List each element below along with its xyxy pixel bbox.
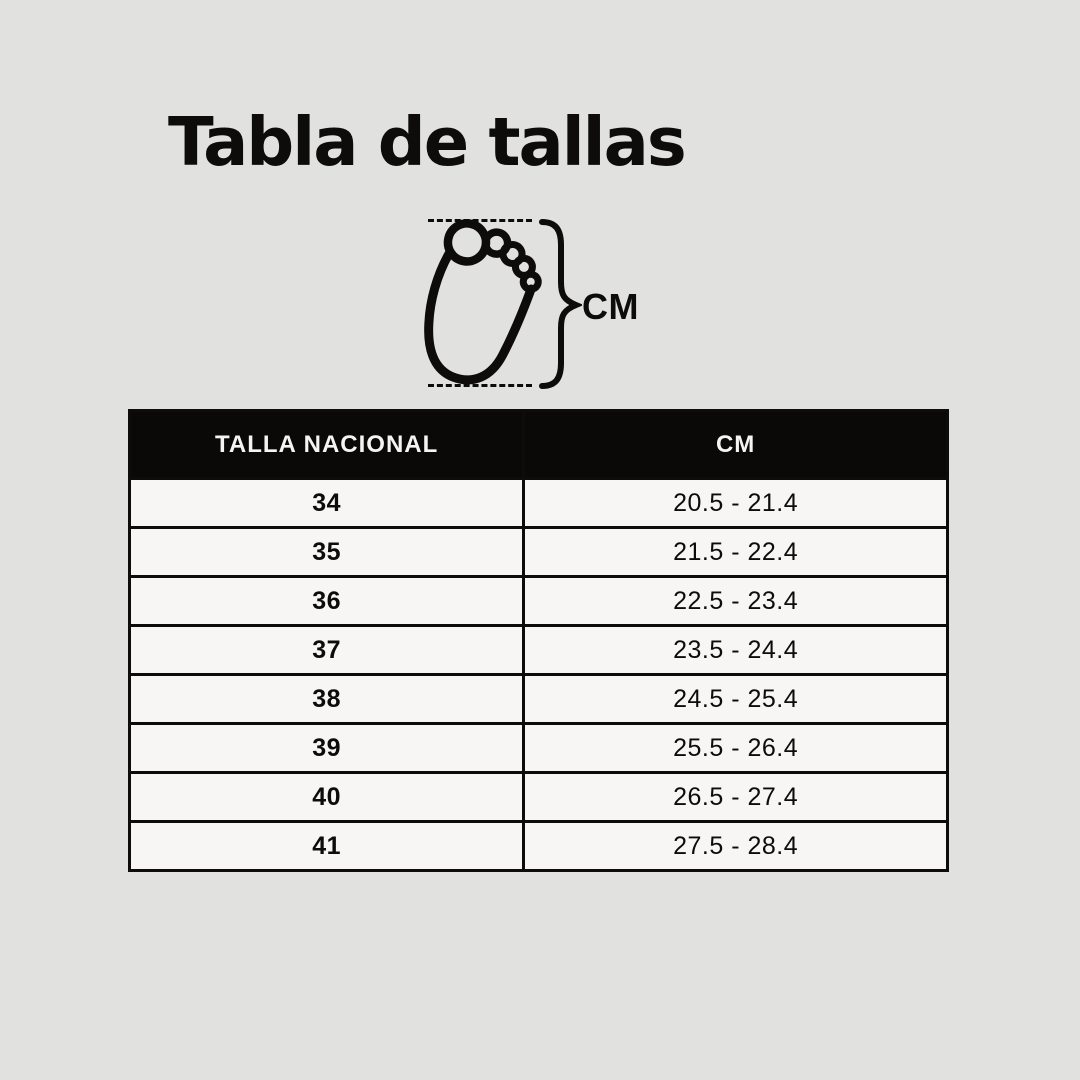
table-row bbox=[130, 479, 948, 528]
size-cell: 36 bbox=[130, 577, 524, 626]
cm-range-cell: 27.5 - 28.4 bbox=[524, 822, 948, 871]
table-header-row bbox=[130, 411, 948, 479]
cm-range-cell: 21.5 - 22.4 bbox=[524, 528, 948, 577]
table-row bbox=[130, 626, 948, 675]
foot-sole-icon bbox=[422, 214, 544, 396]
table-row bbox=[130, 528, 948, 577]
cm-range-cell: 20.5 - 21.4 bbox=[524, 479, 948, 528]
page-title: Tabla de tallas bbox=[168, 103, 685, 181]
size-cell: 41 bbox=[130, 822, 524, 871]
table-row bbox=[130, 675, 948, 724]
size-cell: 34 bbox=[130, 479, 524, 528]
size-cell: 40 bbox=[130, 773, 524, 822]
table-row bbox=[130, 822, 948, 871]
cm-range-cell: 25.5 - 26.4 bbox=[524, 724, 948, 773]
foot-measure-illustration bbox=[420, 206, 680, 406]
size-table-body bbox=[130, 479, 948, 871]
size-cell: 35 bbox=[130, 528, 524, 577]
size-cell: 38 bbox=[130, 675, 524, 724]
header-cm: CM bbox=[524, 411, 948, 479]
size-cell: 39 bbox=[130, 724, 524, 773]
unit-label: CM bbox=[582, 286, 639, 327]
table-row bbox=[130, 577, 948, 626]
cm-range-cell: 22.5 - 23.4 bbox=[524, 577, 948, 626]
measure-brace-icon bbox=[536, 218, 582, 390]
size-cell: 37 bbox=[130, 626, 524, 675]
size-table bbox=[128, 409, 949, 872]
table-row bbox=[130, 724, 948, 773]
table-row bbox=[130, 773, 948, 822]
cm-range-cell: 24.5 - 25.4 bbox=[524, 675, 948, 724]
cm-range-cell: 23.5 - 24.4 bbox=[524, 626, 948, 675]
header-talla-nacional: TALLA NACIONAL bbox=[130, 411, 524, 479]
cm-range-cell: 26.5 - 27.4 bbox=[524, 773, 948, 822]
